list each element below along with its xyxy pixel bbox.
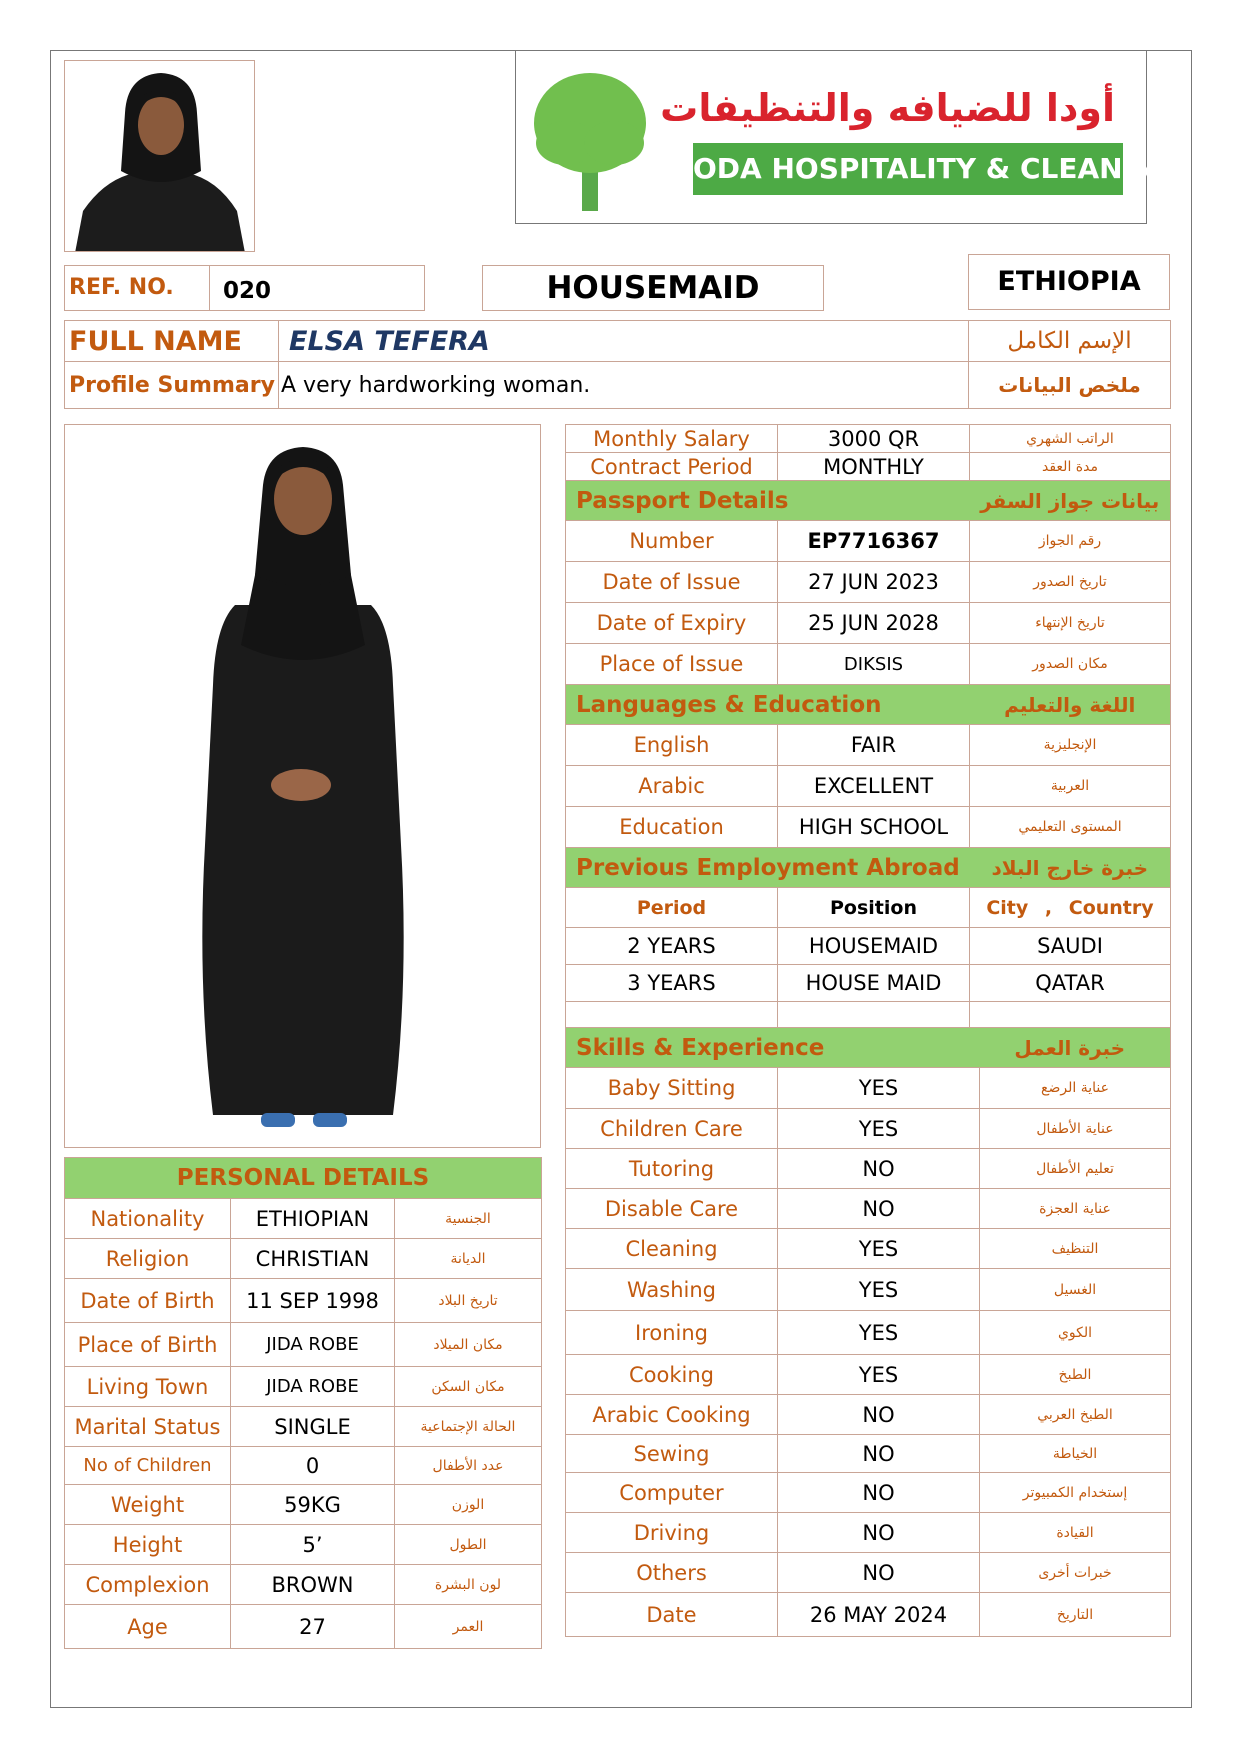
passport-section-title: Passport Details xyxy=(566,481,970,521)
personal-label-ar: تاريخ البلاد xyxy=(395,1279,542,1323)
personal-row xyxy=(65,1525,542,1565)
skill-row xyxy=(566,1311,1171,1355)
skill-row xyxy=(566,1395,1171,1435)
skill-label: Disable Care xyxy=(566,1189,778,1229)
personal-label: Nationality xyxy=(65,1199,231,1239)
skill-row xyxy=(566,1553,1171,1593)
passport-value: 25 JUN 2028 xyxy=(778,603,970,644)
employment-country: QATAR xyxy=(970,965,1171,1002)
skill-label: Washing xyxy=(566,1269,778,1311)
skill-label-ar: خبرات أخرى xyxy=(980,1553,1171,1593)
personal-row xyxy=(65,1323,542,1367)
passport-label: Date of Expiry xyxy=(566,603,778,644)
date-value: 26 MAY 2024 xyxy=(778,1593,980,1637)
language-row xyxy=(566,807,1171,848)
full-name-label-ar: الإسم الكامل xyxy=(969,321,1171,362)
employment-row-empty xyxy=(566,1002,1171,1028)
skill-label-ar: التنظيف xyxy=(980,1229,1171,1269)
passport-row xyxy=(566,603,1171,644)
skill-label-ar: الطبخ العربي xyxy=(980,1395,1171,1435)
skills-section-title: Skills & Experience xyxy=(566,1028,970,1068)
skill-row xyxy=(566,1189,1171,1229)
skill-value: NO xyxy=(778,1473,980,1513)
portrait-photo-small xyxy=(64,60,255,252)
skills-section-header xyxy=(566,1028,1171,1068)
passport-value: EP7716367 xyxy=(778,521,970,562)
passport-row xyxy=(566,562,1171,603)
skill-label: Baby Sitting xyxy=(566,1068,778,1109)
personal-label-ar: الطول xyxy=(395,1525,542,1565)
employment-col-location xyxy=(970,888,1171,928)
skill-row xyxy=(566,1435,1171,1473)
full-name-value: ELSA TEFERA xyxy=(279,321,969,362)
passport-label: Place of Issue xyxy=(566,644,778,685)
personal-row xyxy=(65,1605,542,1649)
language-row xyxy=(566,766,1171,807)
skill-label: Computer xyxy=(566,1473,778,1513)
passport-row xyxy=(566,644,1171,685)
empty-cell xyxy=(566,1002,778,1028)
employment-column-headers xyxy=(566,888,1171,928)
personal-label: Age xyxy=(65,1605,231,1649)
skill-value: YES xyxy=(778,1355,980,1395)
skill-label: Tutoring xyxy=(566,1149,778,1189)
skill-label: Cooking xyxy=(566,1355,778,1395)
employment-row xyxy=(566,928,1171,965)
personal-row xyxy=(65,1447,542,1485)
employment-position: HOUSE MAID xyxy=(778,965,970,1002)
employment-section-header xyxy=(566,848,1171,888)
salary-label-ar: الراتب الشهري xyxy=(970,425,1171,453)
personal-row xyxy=(65,1279,542,1323)
skill-row xyxy=(566,1473,1171,1513)
company-logo xyxy=(515,50,1147,224)
skill-label-ar: الغسيل xyxy=(980,1269,1171,1311)
employment-period: 2 YEARS xyxy=(566,928,778,965)
profile-summary-label-ar: ملخص البيانات xyxy=(969,362,1171,409)
salary-label: Monthly Salary xyxy=(566,425,778,453)
passport-label-ar: رقم الجواز xyxy=(970,521,1171,562)
personal-label: Marital Status xyxy=(65,1407,231,1447)
personal-row xyxy=(65,1407,542,1447)
skill-row xyxy=(566,1513,1171,1553)
passport-section-title-ar: بيانات جواز السفر xyxy=(970,481,1171,521)
date-row xyxy=(566,1593,1171,1637)
skill-row xyxy=(566,1269,1171,1311)
employment-position: HOUSEMAID xyxy=(778,928,970,965)
personal-value: 27 xyxy=(231,1605,395,1649)
personal-row xyxy=(65,1367,542,1407)
passport-row xyxy=(566,521,1171,562)
passport-label: Date of Issue xyxy=(566,562,778,603)
language-label-ar: الإنجليزية xyxy=(970,725,1171,766)
skill-row xyxy=(566,1355,1171,1395)
passport-label: Number xyxy=(566,521,778,562)
portrait-photo-full xyxy=(64,424,541,1148)
personal-value: SINGLE xyxy=(231,1407,395,1447)
salary-row xyxy=(566,425,1171,453)
passport-label-ar: تاريخ الصدور xyxy=(970,562,1171,603)
language-value: FAIR xyxy=(778,725,970,766)
skill-value: YES xyxy=(778,1068,980,1109)
skill-label: Driving xyxy=(566,1513,778,1553)
personal-row xyxy=(65,1485,542,1525)
skill-row xyxy=(566,1109,1171,1149)
personal-label-ar: الديانة xyxy=(395,1239,542,1279)
personal-details-title: PERSONAL DETAILS xyxy=(65,1158,542,1199)
skill-row xyxy=(566,1229,1171,1269)
personal-details-header-row xyxy=(65,1158,542,1199)
personal-label-ar: لون البشرة xyxy=(395,1565,542,1605)
personal-row xyxy=(65,1199,542,1239)
personal-value: 59KG xyxy=(231,1485,395,1525)
skill-label-ar: الكوي xyxy=(980,1311,1171,1355)
skill-label-ar: عناية الأطفال xyxy=(980,1109,1171,1149)
employment-col-country: Country xyxy=(1068,896,1154,919)
language-value: EXCELLENT xyxy=(778,766,970,807)
passport-section-header xyxy=(566,481,1171,521)
language-label: English xyxy=(566,725,778,766)
skill-label-ar: الخياطة xyxy=(980,1435,1171,1473)
personal-label: Complexion xyxy=(65,1565,231,1605)
languages-section-header xyxy=(566,685,1171,725)
employment-period: 3 YEARS xyxy=(566,965,778,1002)
language-label-ar: العربية xyxy=(970,766,1171,807)
employment-col-period: Period xyxy=(566,888,778,928)
profile-summary-label: Profile Summary xyxy=(65,362,279,409)
personal-label-ar: مكان السكن xyxy=(395,1367,542,1407)
personal-row xyxy=(65,1239,542,1279)
skill-label: Cleaning xyxy=(566,1229,778,1269)
skill-value: NO xyxy=(778,1553,980,1593)
personal-label: Religion xyxy=(65,1239,231,1279)
skill-label-ar: الطبخ xyxy=(980,1355,1171,1395)
personal-value: 0 xyxy=(231,1447,395,1485)
skill-label-ar: عناية الرضع xyxy=(980,1068,1171,1109)
personal-value: 11 SEP 1998 xyxy=(231,1279,395,1323)
skill-label-ar: إستخدام الكمبيوتر xyxy=(980,1473,1171,1513)
personal-label: Height xyxy=(65,1525,231,1565)
ref-number-value: 020 xyxy=(209,265,425,311)
skill-label: Others xyxy=(566,1553,778,1593)
date-label: Date xyxy=(566,1593,778,1637)
profile-summary-value: A very hardworking woman. xyxy=(279,362,969,409)
skill-value: NO xyxy=(778,1395,980,1435)
contract-period-row xyxy=(566,453,1171,481)
languages-section-title: Languages & Education xyxy=(566,685,970,725)
contract-period-label: Contract Period xyxy=(566,453,778,481)
skills-section-title-ar: خبرة العمل xyxy=(970,1028,1171,1068)
skill-value: NO xyxy=(778,1189,980,1229)
employment-col-position: Position xyxy=(778,888,970,928)
identity-table xyxy=(64,320,1171,409)
skill-row xyxy=(566,1068,1171,1109)
skill-value: YES xyxy=(778,1269,980,1311)
personal-label-ar: العمر xyxy=(395,1605,542,1649)
skill-value: NO xyxy=(778,1513,980,1553)
personal-value: ETHIOPIAN xyxy=(231,1199,395,1239)
date-label-ar: التاريخ xyxy=(980,1593,1171,1637)
language-label: Education xyxy=(566,807,778,848)
skill-label-ar: عناية العجزة xyxy=(980,1189,1171,1229)
skill-label: Ironing xyxy=(566,1311,778,1355)
personal-value: CHRISTIAN xyxy=(231,1239,395,1279)
employment-row xyxy=(566,965,1171,1002)
personal-label: Place of Birth xyxy=(65,1323,231,1367)
skill-value: NO xyxy=(778,1149,980,1189)
personal-label-ar: الوزن xyxy=(395,1485,542,1525)
employment-section-title: Previous Employment Abroad xyxy=(566,848,970,888)
skill-label: Arabic Cooking xyxy=(566,1395,778,1435)
skill-value: NO xyxy=(778,1435,980,1473)
language-value: HIGH SCHOOL xyxy=(778,807,970,848)
skill-label-ar: تعليم الأطفال xyxy=(980,1149,1171,1189)
passport-value: 27 JUN 2023 xyxy=(778,562,970,603)
logo-arabic-text: أودا للضيافه والتنظيفات xyxy=(660,86,1115,130)
employment-country: SAUDI xyxy=(970,928,1171,965)
passport-label-ar: مكان الصدور xyxy=(970,644,1171,685)
skill-label-ar: القيادة xyxy=(980,1513,1171,1553)
personal-label-ar: الحالة الإجتماعية xyxy=(395,1407,542,1447)
personal-label: Weight xyxy=(65,1485,231,1525)
empty-cell xyxy=(778,1002,970,1028)
personal-label-ar: الجنسية xyxy=(395,1199,542,1239)
full-name-row xyxy=(65,321,1171,362)
personal-label-ar: عدد الأطفال xyxy=(395,1447,542,1485)
passport-value: DIKSIS xyxy=(778,644,970,685)
skill-value: YES xyxy=(778,1311,980,1355)
language-row xyxy=(566,725,1171,766)
empty-cell xyxy=(970,1002,1171,1028)
skill-label: Children Care xyxy=(566,1109,778,1149)
employment-col-separator: , xyxy=(1044,896,1053,919)
skill-value: YES xyxy=(778,1229,980,1269)
ref-number-label: REF. NO. xyxy=(64,265,210,311)
logo-english-text: ODA HOSPITALITY & CLEANING xyxy=(693,143,1123,195)
skill-value: YES xyxy=(778,1109,980,1149)
personal-value: JIDA ROBE xyxy=(231,1367,395,1407)
employment-section-title-ar: خبرة خارج البلاد xyxy=(970,848,1171,888)
personal-label: Date of Birth xyxy=(65,1279,231,1323)
country-title: ETHIOPIA xyxy=(968,254,1170,310)
employment-col-city: City xyxy=(986,896,1029,919)
personal-details-table xyxy=(64,1157,542,1649)
contract-period-value: MONTHLY xyxy=(778,453,970,481)
languages-section-title-ar: اللغة والتعليم xyxy=(970,685,1171,725)
salary-value: 3000 QR xyxy=(778,425,970,453)
profile-summary-row xyxy=(65,362,1171,409)
personal-value: 5’ xyxy=(231,1525,395,1565)
personal-label-ar: مكان الميلاد xyxy=(395,1323,542,1367)
passport-label-ar: تاريخ الإنتهاء xyxy=(970,603,1171,644)
personal-value: BROWN xyxy=(231,1565,395,1605)
details-table xyxy=(565,424,1171,1637)
skill-label: Sewing xyxy=(566,1435,778,1473)
personal-value: JIDA ROBE xyxy=(231,1323,395,1367)
skill-row xyxy=(566,1149,1171,1189)
personal-row xyxy=(65,1565,542,1605)
language-label-ar: المستوى التعليمي xyxy=(970,807,1171,848)
language-label: Arabic xyxy=(566,766,778,807)
personal-label: Living Town xyxy=(65,1367,231,1407)
contract-period-label-ar: مدة العقد xyxy=(970,453,1171,481)
personal-label: No of Children xyxy=(65,1447,231,1485)
full-name-label: FULL NAME xyxy=(65,321,279,362)
position-title: HOUSEMAID xyxy=(482,265,824,311)
